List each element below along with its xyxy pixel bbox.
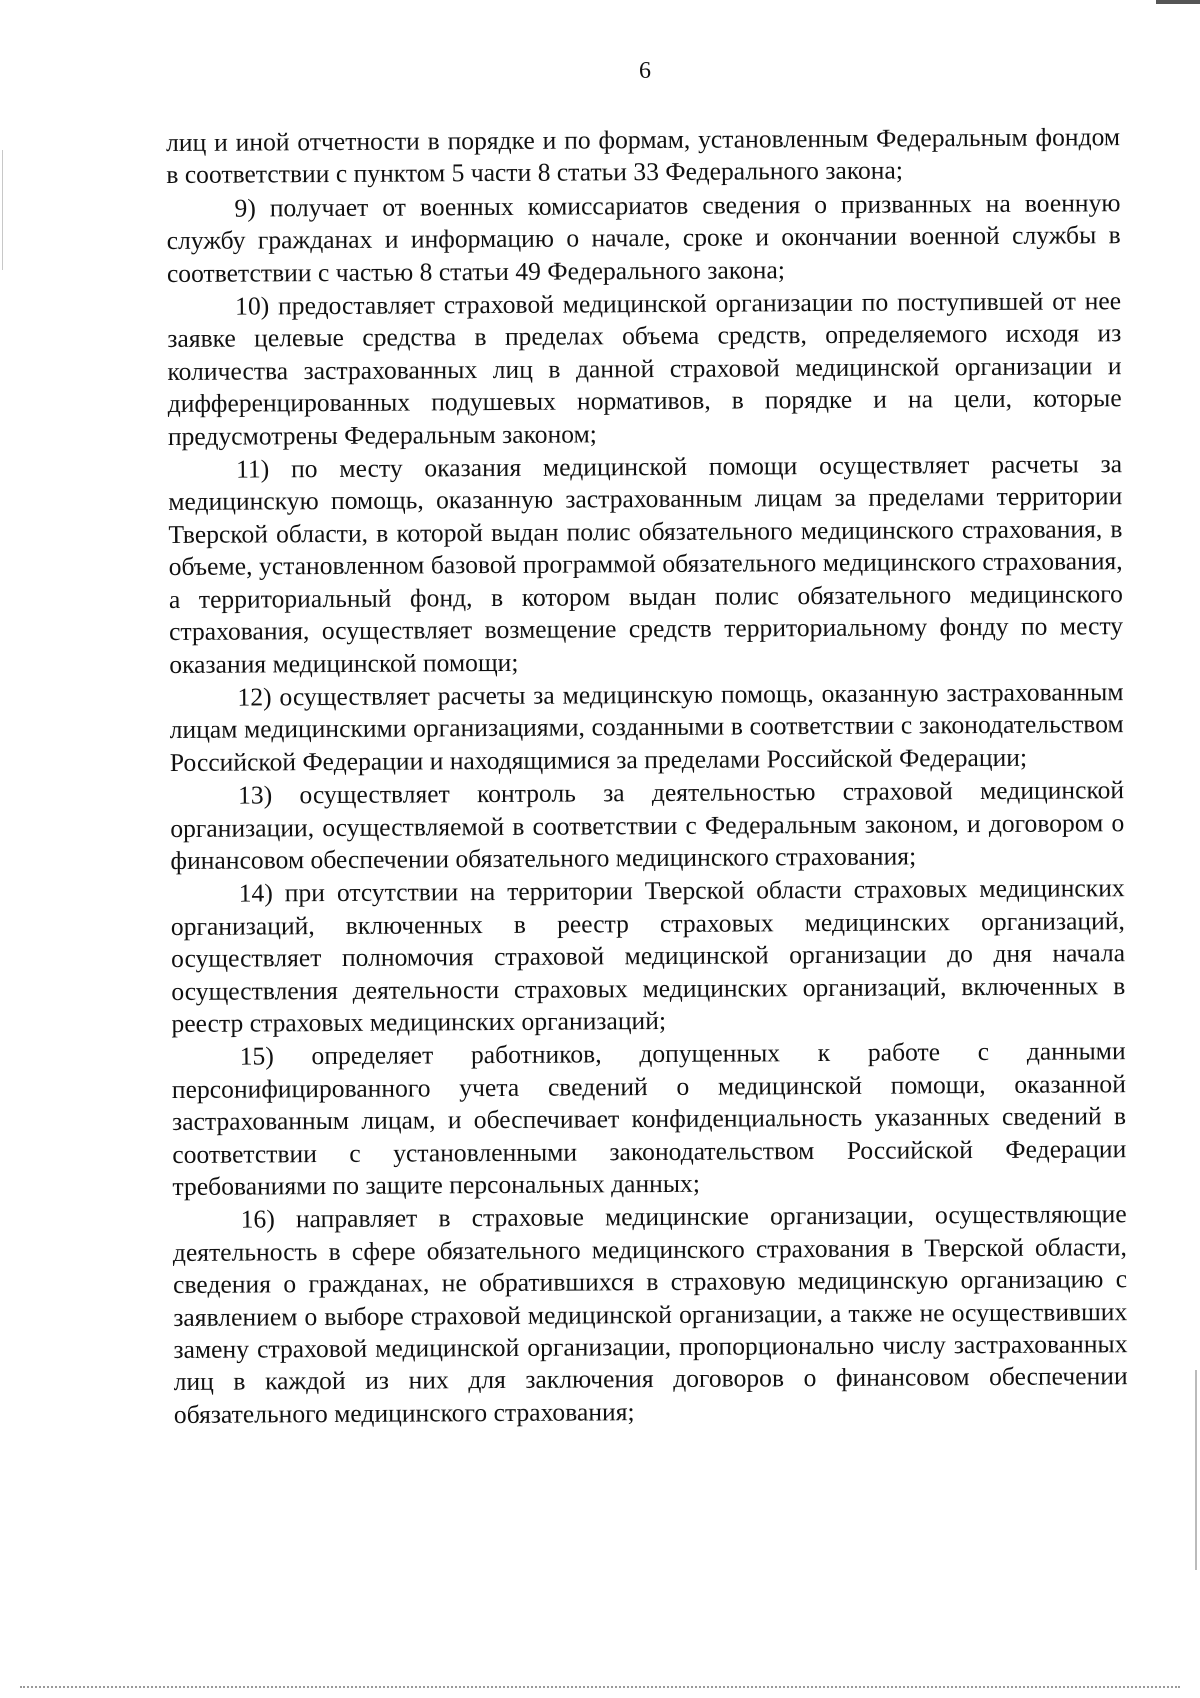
page-number: 6 (639, 58, 651, 84)
scan-edge-mark-top (1156, 0, 1200, 4)
paragraph-item-11: 11) по месту оказания медицинской помощи осуществляет расчеты за медицинскую помощь, оказанную застрахованным лицам за пределами территории Тверской области, в которой выдан полис обязательного медицинского страхования, в объеме, установленном базовой программой обязательного медицинского страхования, а территориальный фонд, в котором выдан полис обязательного медицинского страхования, осуществляет возмещение средств территориальному фонду по месту оказания медицинской помощи; (168, 449, 1124, 679)
paragraph-item-10: 10) предоставляет страховой медицинской организации по поступившей от нее заявке целевые средства в пределах объема средств, определяемого исходя из количества застрахованных лиц в данной страховой медицинской организации и дифференцированных подушевых нормативов, в порядке и на цели, которые предусмотрены Федеральным законом; (167, 286, 1122, 451)
paragraph-item-13: 13) осуществляет контроль за деятельностью страховой медицинской организации, осуществляемой в соответствии с Федеральным законом, и договором о финансовом обеспечении обязательного медицинского страхования; (170, 775, 1125, 875)
paragraph-continuation: лиц и иной отчетности в порядке и по формам, установленным Федеральным фондом в соответствии с пунктом 5 части 8 статьи 33 Федерального закона; (166, 122, 1121, 190)
paragraph-item-9: 9) получает от военных комиссариатов сведения о призванных на военную службу гражданах и информацию о начале, сроке и окончании военной службы в соответствии с частью 8 статьи 49 Федерального закона; (166, 187, 1121, 288)
scan-edge-mark-right (1195, 1370, 1197, 1570)
scan-edge-mark-left (2, 150, 3, 270)
paragraph-item-16: 16) направляет в страховые медицинские организации, осуществляющие деятельность в сфере обязательного медицинского страхования в Тверской области, сведения о гражданах, не обратившихся в страховую медицинскую организацию с заявлением о выборе страховой медицинской организации, а также не осуществивших замену страховой медицинской организации, пропорционально числу застрахованных лиц в каждой из них для заключения договоров о финансовом обеспечении обязательного медицинского страхования; (172, 1199, 1128, 1429)
paragraph-item-12: 12) осуществляет расчеты за медицинскую помощь, оказанную застрахованным лицам медицинскими организациями, созданными в соответствии с законодательством Российской Федерации и находящимися за пределами Российской Федерации; (169, 677, 1124, 777)
paragraph-item-14: 14) при отсутствии на территории Тверской области страховых медицинских организаций, включенных в реестр страховых медицинских организаций, осуществляет полномочия страховой медицинской организации до дня начала осуществления деятельности страховых медицинских организаций, включенных в реестр страховых медицинских организаций; (170, 873, 1126, 1038)
document-body (166, 121, 1128, 1431)
paragraph-item-15: 15) определяет работников, допущенных к работе с данными персонифицированного учета сведений о медицинской помощи, оказанной застрахованным лицам, и обеспечивает конфиденциальность указанных сведений в соответствии с установленными законодательством Российской Федерации требованиями по защите персональных данных; (171, 1036, 1127, 1201)
scan-edge-mark-bottom (20, 1686, 1180, 1688)
